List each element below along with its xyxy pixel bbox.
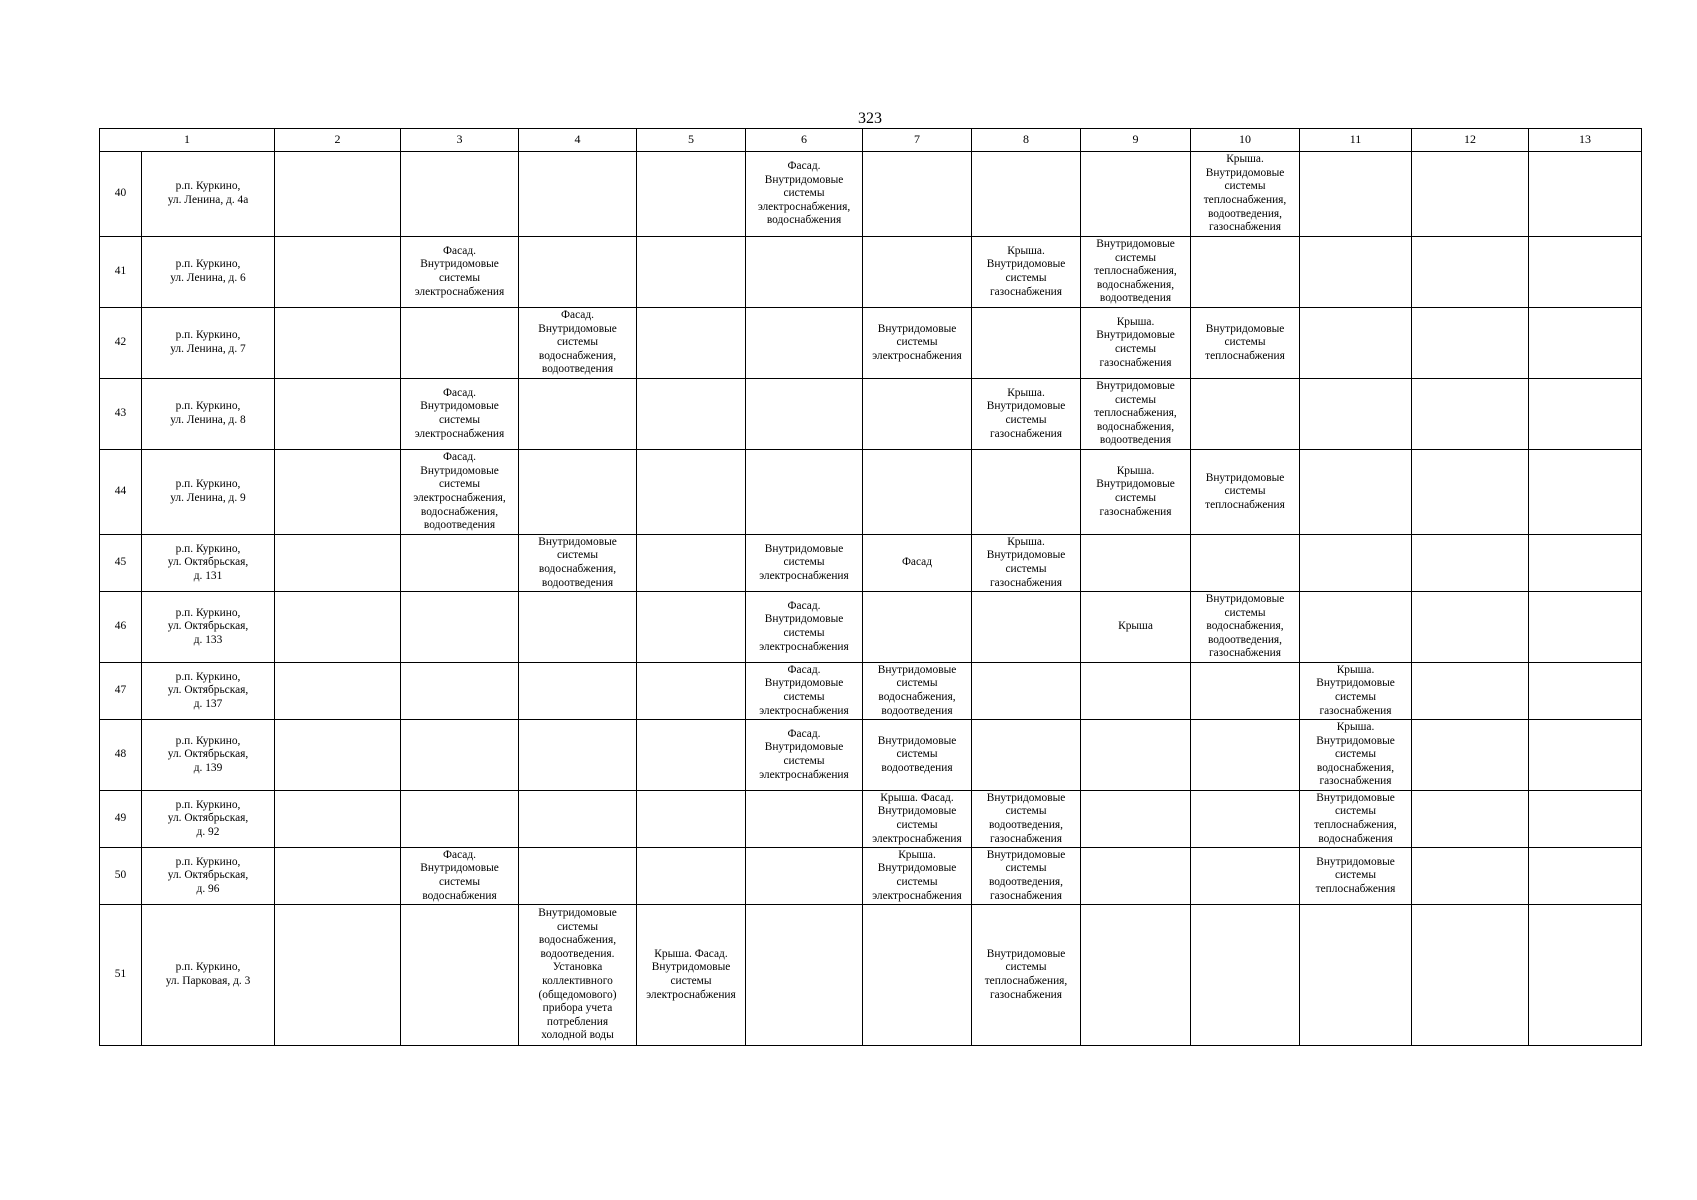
column-number-row (100, 129, 1642, 152)
address-cell: р.п. Куркино, ул. Парковая, д. 3 (142, 905, 275, 1046)
work-cell: Внутридомовые системы водоснабжения, водоотведения, газоснабжения (1191, 592, 1300, 663)
work-cell: Фасад. Внутридомовые системы водоснабжения (401, 848, 519, 905)
column-number-cell: 8 (972, 129, 1081, 152)
work-cell: Внутридомовые системы электроснабжения (746, 535, 863, 592)
table-row (100, 308, 1642, 379)
work-cell (1081, 720, 1191, 791)
work-cell (519, 848, 637, 905)
work-cell (1300, 450, 1412, 535)
address-cell: р.п. Куркино, ул. Октябрьская, д. 139 (142, 720, 275, 791)
work-cell (1412, 663, 1529, 720)
work-cell: Внутридомовые системы водоотведения, газоснабжения (972, 848, 1081, 905)
address-cell: р.п. Куркино, ул. Ленина, д. 6 (142, 237, 275, 308)
work-cell: Крыша. Внутридомовые системы газоснабжения (1300, 663, 1412, 720)
work-cell: Крыша. Внутридомовые системы газоснабжения (972, 379, 1081, 450)
work-cell (275, 237, 401, 308)
work-cell: Внутридомовые системы водоснабжения, водоотведения. Установка коллективного (общедомового) прибора учета потребления холодной воды (519, 905, 637, 1046)
work-cell (1300, 152, 1412, 237)
work-cell (972, 308, 1081, 379)
work-cell (1412, 848, 1529, 905)
work-cell (637, 592, 746, 663)
work-cell (1412, 791, 1529, 848)
address-cell: р.п. Куркино, ул. Октябрьская, д. 131 (142, 535, 275, 592)
row-number-cell: 44 (100, 450, 142, 535)
work-cell (1300, 535, 1412, 592)
work-cell (972, 663, 1081, 720)
work-cell: Внутридомовые системы теплоснабжения, водоснабжения, водоотведения (1081, 237, 1191, 308)
work-cell: Крыша. Внутридомовые системы газоснабжения (972, 237, 1081, 308)
column-number-cell: 5 (637, 129, 746, 152)
work-cell (1529, 791, 1642, 848)
work-cell (401, 791, 519, 848)
row-number-cell: 43 (100, 379, 142, 450)
work-cell: Фасад. Внутридомовые системы электроснабжения, водоснабжения (746, 152, 863, 237)
row-number-cell: 40 (100, 152, 142, 237)
work-cell: Фасад. Внутридомовые системы водоснабжения, водоотведения (519, 308, 637, 379)
work-cell (1081, 848, 1191, 905)
work-cell: Внутридомовые системы водоснабжения, водоотведения (863, 663, 972, 720)
work-cell (637, 450, 746, 535)
work-cell (1412, 535, 1529, 592)
work-cell: Крыша. Внутридомовые системы водоснабжения, газоснабжения (1300, 720, 1412, 791)
work-cell: Крыша (1081, 592, 1191, 663)
table-row (100, 848, 1642, 905)
column-number-cell: 6 (746, 129, 863, 152)
work-cell (401, 592, 519, 663)
column-number-cell: 11 (1300, 129, 1412, 152)
work-cell (863, 592, 972, 663)
work-cell (746, 791, 863, 848)
address-cell: р.п. Куркино, ул. Ленина, д. 4а (142, 152, 275, 237)
work-cell (275, 450, 401, 535)
work-cell (972, 450, 1081, 535)
work-cell (401, 663, 519, 720)
work-cell (746, 905, 863, 1046)
work-cell (519, 450, 637, 535)
table-row (100, 237, 1642, 308)
work-cell (275, 905, 401, 1046)
work-cell (972, 152, 1081, 237)
work-cell: Фасад. Внутридомовые системы электроснабжения (746, 720, 863, 791)
row-number-cell: 45 (100, 535, 142, 592)
work-cell (972, 720, 1081, 791)
work-cell: Внутридомовые системы электроснабжения (863, 308, 972, 379)
address-cell: р.п. Куркино, ул. Октябрьская, д. 133 (142, 592, 275, 663)
work-cell (1300, 592, 1412, 663)
work-cell (1191, 720, 1300, 791)
work-cell (746, 308, 863, 379)
work-cell (637, 379, 746, 450)
work-cell (1529, 450, 1642, 535)
work-cell (519, 237, 637, 308)
work-cell: Крыша. Фасад. Внутридомовые системы электроснабжения (637, 905, 746, 1046)
work-cell: Внутридомовые системы водоотведения, газоснабжения (972, 791, 1081, 848)
work-cell (1191, 535, 1300, 592)
work-cell (863, 450, 972, 535)
work-cell (1191, 905, 1300, 1046)
work-cell (637, 152, 746, 237)
work-cell (863, 379, 972, 450)
work-cell (1081, 905, 1191, 1046)
work-cell (1412, 237, 1529, 308)
work-cell: Крыша. Внутридомовые системы газоснабжения (1081, 308, 1191, 379)
table-row (100, 592, 1642, 663)
work-cell (401, 720, 519, 791)
row-number-cell: 48 (100, 720, 142, 791)
work-cell (1412, 152, 1529, 237)
table-row (100, 535, 1642, 592)
work-cell (1529, 905, 1642, 1046)
work-cell (1300, 308, 1412, 379)
work-cell: Внутридомовые системы теплоснабжения (1300, 848, 1412, 905)
work-cell (637, 308, 746, 379)
table-row (100, 720, 1642, 791)
work-cell: Фасад. Внутридомовые системы электроснабжения (401, 379, 519, 450)
work-cell (1412, 720, 1529, 791)
work-cell: Внутридомовые системы теплоснабжения (1191, 450, 1300, 535)
table-row (100, 450, 1642, 535)
work-cell: Внутридомовые системы теплоснабжения, водоснабжения (1300, 791, 1412, 848)
work-cell (1081, 535, 1191, 592)
row-number-cell: 41 (100, 237, 142, 308)
work-cell (863, 905, 972, 1046)
work-cell (401, 535, 519, 592)
work-cell: Фасад. Внутридомовые системы электроснабжения (746, 592, 863, 663)
work-cell (401, 152, 519, 237)
work-cell (1191, 848, 1300, 905)
work-cell (1412, 592, 1529, 663)
column-number-cell: 10 (1191, 129, 1300, 152)
column-number-cell: 2 (275, 129, 401, 152)
work-cell (1081, 791, 1191, 848)
work-cell (519, 791, 637, 848)
address-cell: р.п. Куркино, ул. Ленина, д. 9 (142, 450, 275, 535)
row-number-cell: 49 (100, 791, 142, 848)
work-cell (275, 152, 401, 237)
address-cell: р.п. Куркино, ул. Октябрьская, д. 96 (142, 848, 275, 905)
work-cell: Фасад. Внутридомовые системы электроснабжения, водоснабжения, водоотведения (401, 450, 519, 535)
work-cell (1081, 663, 1191, 720)
work-cell (637, 663, 746, 720)
column-number-cell: 13 (1529, 129, 1642, 152)
address-cell: р.п. Куркино, ул. Ленина, д. 7 (142, 308, 275, 379)
work-cell: Фасад. Внутридомовые системы электроснабжения (401, 237, 519, 308)
work-cell (637, 791, 746, 848)
work-cell: Внутридомовые системы теплоснабжения, водоснабжения, водоотведения (1081, 379, 1191, 450)
work-cell (746, 379, 863, 450)
work-cell: Внутридомовые системы теплоснабжения, газоснабжения (972, 905, 1081, 1046)
table-body (100, 129, 1642, 1046)
work-cell (1191, 791, 1300, 848)
address-cell: р.п. Куркино, ул. Октябрьская, д. 137 (142, 663, 275, 720)
work-cell (1412, 379, 1529, 450)
row-number-cell: 42 (100, 308, 142, 379)
table-row (100, 379, 1642, 450)
work-cell (637, 535, 746, 592)
page-number: 323 (858, 110, 882, 127)
work-cell (637, 720, 746, 791)
work-cell (1081, 152, 1191, 237)
work-cell: Крыша. Внутридомовые системы теплоснабжения, водоотведения, газоснабжения (1191, 152, 1300, 237)
work-cell (972, 592, 1081, 663)
row-number-cell: 46 (100, 592, 142, 663)
work-cell (1529, 720, 1642, 791)
work-cell: Фасад (863, 535, 972, 592)
work-cell (1300, 905, 1412, 1046)
work-cell (863, 152, 972, 237)
work-cell (746, 237, 863, 308)
work-cell (401, 905, 519, 1046)
work-cell (519, 152, 637, 237)
work-cell (1300, 379, 1412, 450)
column-number-cell: 1 (100, 129, 275, 152)
work-cell (863, 237, 972, 308)
work-cell (275, 848, 401, 905)
work-cell (746, 450, 863, 535)
row-number-cell: 47 (100, 663, 142, 720)
work-cell: Крыша. Внутридомовые системы газоснабжения (1081, 450, 1191, 535)
work-cell (519, 592, 637, 663)
work-cell (637, 848, 746, 905)
work-cell: Крыша. Внутридомовые системы электроснабжения (863, 848, 972, 905)
work-cell (519, 663, 637, 720)
work-cell: Внутридомовые системы теплоснабжения (1191, 308, 1300, 379)
column-number-cell: 3 (401, 129, 519, 152)
work-cell (401, 308, 519, 379)
work-cell: Крыша. Фасад. Внутридомовые системы электроснабжения (863, 791, 972, 848)
work-cell (1412, 450, 1529, 535)
column-number-cell: 4 (519, 129, 637, 152)
work-cell: Внутридомовые системы водоотведения (863, 720, 972, 791)
work-cell (275, 308, 401, 379)
work-cell (1529, 152, 1642, 237)
work-cell (1191, 237, 1300, 308)
work-cell (275, 663, 401, 720)
address-cell: р.п. Куркино, ул. Ленина, д. 8 (142, 379, 275, 450)
work-cell: Фасад. Внутридомовые системы электроснабжения (746, 663, 863, 720)
work-cell (275, 720, 401, 791)
work-cell (1529, 592, 1642, 663)
work-cell (1300, 237, 1412, 308)
address-cell: р.п. Куркино, ул. Октябрьская, д. 92 (142, 791, 275, 848)
work-cell (275, 379, 401, 450)
work-cell (1529, 308, 1642, 379)
work-cell (519, 720, 637, 791)
work-cell: Внутридомовые системы водоснабжения, водоотведения (519, 535, 637, 592)
row-number-cell: 51 (100, 905, 142, 1046)
work-cell (1529, 237, 1642, 308)
work-cell (1529, 535, 1642, 592)
work-cell (1529, 379, 1642, 450)
work-cell (1191, 663, 1300, 720)
table-row (100, 791, 1642, 848)
work-cell (1529, 663, 1642, 720)
column-number-cell: 7 (863, 129, 972, 152)
table-row (100, 905, 1642, 1046)
column-number-cell: 9 (1081, 129, 1191, 152)
work-cell: Крыша. Внутридомовые системы газоснабжения (972, 535, 1081, 592)
renovation-schedule-table (99, 128, 1642, 1046)
work-cell (746, 848, 863, 905)
work-cell (1412, 308, 1529, 379)
row-number-cell: 50 (100, 848, 142, 905)
column-number-cell: 12 (1412, 129, 1529, 152)
work-cell (275, 535, 401, 592)
work-cell (275, 592, 401, 663)
work-cell (1412, 905, 1529, 1046)
work-cell (275, 791, 401, 848)
work-cell (519, 379, 637, 450)
work-cell (637, 237, 746, 308)
table-row (100, 152, 1642, 237)
work-cell (1529, 848, 1642, 905)
table-row (100, 663, 1642, 720)
work-cell (1191, 379, 1300, 450)
